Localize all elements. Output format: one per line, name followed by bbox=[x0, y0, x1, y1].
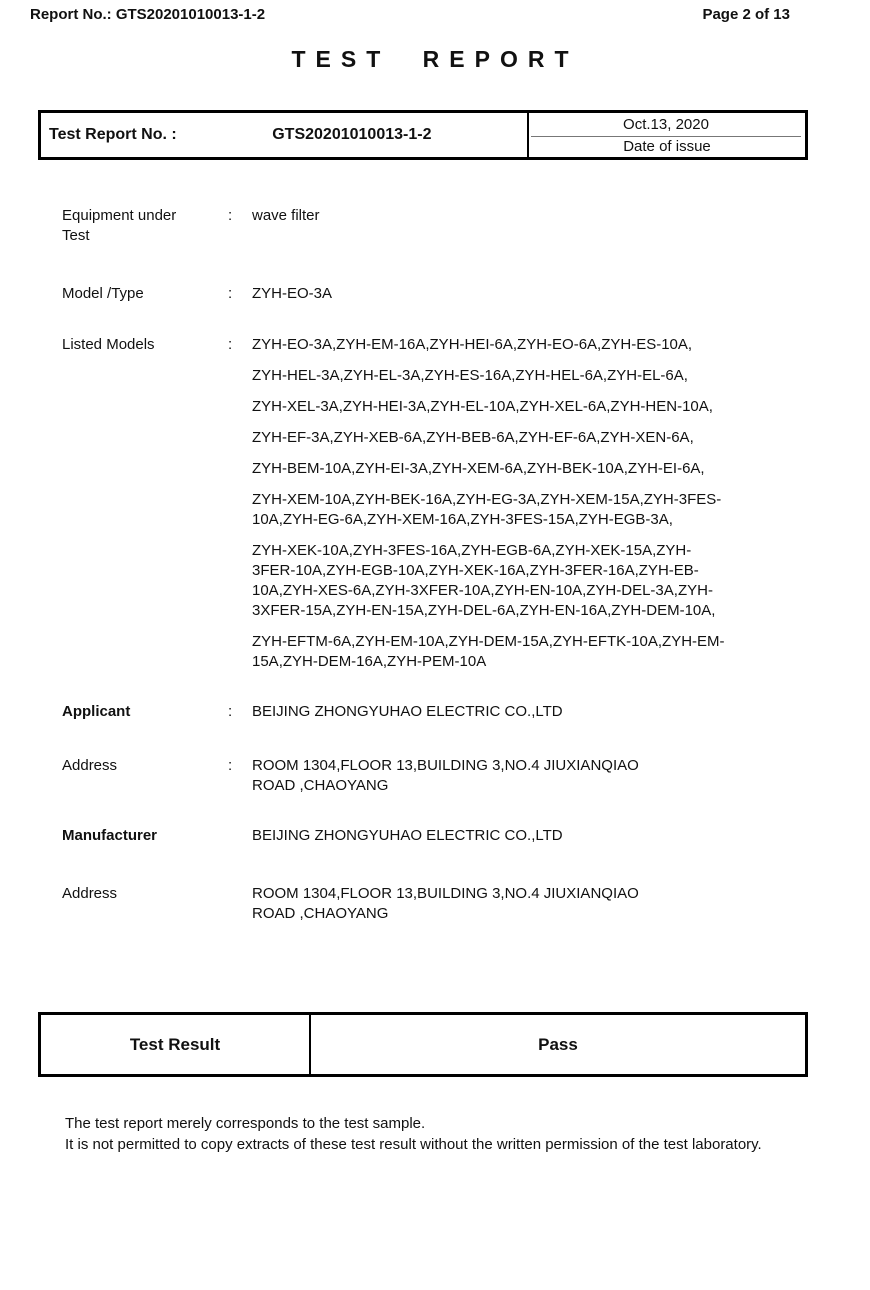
applicant-value: BEIJING ZHONGYUHAO ELECTRIC CO.,LTD bbox=[252, 703, 563, 720]
applicant-address-value: ROOM 1304,FLOOR 13,BUILDING 3,NO.4 JIUXIANQIAO ROAD ,CHAOYANG bbox=[252, 757, 639, 794]
equipment-value: wave filter bbox=[252, 207, 320, 224]
disclaimer-line1: The test report merely corresponds to the test sample. bbox=[65, 1115, 426, 1132]
field-equipment-under-test: Equipment under Test : wave filter bbox=[62, 206, 830, 246]
field-applicant: Applicant : BEIJING ZHONGYUHAO ELECTRIC CO.,LTD bbox=[62, 702, 830, 722]
manufacturer-address-label: Address bbox=[62, 885, 118, 902]
model-line: 10A,ZYH-XES-6A,ZYH-3XFER-10A,ZYH-EN-10A,ZYH-DEL-3A,ZYH- bbox=[252, 582, 713, 599]
field-model-type: Model /Type : ZYH-EO-3A bbox=[62, 284, 830, 304]
listed-models-value bbox=[252, 335, 830, 672]
model-line: ZYH-EFTM-6A,ZYH-EM-10A,ZYH-DEM-15A,ZYH-EFTK-10A,ZYH-EM- bbox=[252, 633, 725, 650]
applicant-label: Applicant bbox=[62, 703, 131, 720]
footer-disclaimer bbox=[65, 1113, 830, 1155]
model-line: ZYH-XEL-3A,ZYH-HEI-3A,ZYH-EL-10A,ZYH-XEL-6A,ZYH-HEN-10A, bbox=[252, 398, 713, 415]
manufacturer-value: BEIJING ZHONGYUHAO ELECTRIC CO.,LTD bbox=[252, 827, 563, 844]
model-line: 15A,ZYH-DEM-16A,ZYH-PEM-10A bbox=[252, 653, 487, 670]
test-result-table bbox=[38, 1012, 808, 1077]
model-line: ZYH-EF-3A,ZYH-XEB-6A,ZYH-BEB-6A,ZYH-EF-6A,ZYH-XEN-6A, bbox=[252, 429, 694, 446]
listed-models-label: Listed Models bbox=[62, 336, 155, 353]
field-manufacturer bbox=[62, 826, 830, 846]
model-value: ZYH-EO-3A bbox=[252, 285, 333, 302]
model-line: 3FER-10A,ZYH-EGB-10A,ZYH-XEK-16A,ZYH-3FER-16A,ZYH-EB- bbox=[252, 562, 699, 579]
header-page-info: Page 2 of 13 bbox=[702, 6, 790, 23]
model-label: Model /Type bbox=[62, 285, 144, 302]
applicant-address-label: Address bbox=[62, 757, 118, 774]
equipment-label: Equipment under Test bbox=[62, 207, 177, 244]
test-result-value: Pass bbox=[538, 1034, 578, 1054]
page-header bbox=[0, 0, 870, 24]
manufacturer-address-value: ROOM 1304,FLOOR 13,BUILDING 3,NO.4 JIUXIANQIAO ROAD ,CHAOYANG bbox=[252, 885, 639, 922]
model-line: ZYH-BEM-10A,ZYH-EI-3A,ZYH-XEM-6A,ZYH-BEK-10A,ZYH-EI-6A, bbox=[252, 460, 705, 477]
model-line: ZYH-XEM-10A,ZYH-BEK-16A,ZYH-EG-3A,ZYH-XEM-15A,ZYH-3FES- bbox=[252, 491, 722, 508]
issue-date: Oct.13, 2020 bbox=[531, 113, 801, 137]
field-manufacturer-address bbox=[62, 884, 830, 924]
model-line: ZYH-HEL-3A,ZYH-EL-3A,ZYH-ES-16A,ZYH-HEL-6A,ZYH-EL-6A, bbox=[252, 367, 688, 384]
header-report-no: Report No.: GTS20201010013-1-2 bbox=[30, 6, 266, 23]
report-number-cell bbox=[41, 113, 527, 157]
report-fields bbox=[62, 206, 830, 924]
model-line: 3XFER-15A,ZYH-EN-15A,ZYH-DEL-6A,ZYH-EN-16A,ZYH-DEM-10A, bbox=[252, 602, 716, 619]
report-number-value: GTS20201010013-1-2 bbox=[272, 126, 432, 143]
field-applicant-address: Address : ROOM 1304,FLOOR 13,BUILDING 3,NO.4 JIUXIANQIAO ROAD ,CHAOYANG bbox=[62, 756, 830, 796]
disclaimer-line2: It is not permitted to copy extracts of these test result without the written permission of the test laboratory. bbox=[65, 1136, 762, 1153]
model-line: 10A,ZYH-EG-6A,ZYH-XEM-16A,ZYH-3FES-15A,ZYH-EGB-3A, bbox=[252, 511, 673, 528]
test-result-label: Test Result bbox=[41, 1015, 311, 1074]
field-listed-models: Listed Models : ZYH-EO-3A,ZYH-EM-16A,ZYH-HEI-6A,ZYH-EO-6A,ZYH-ES-10A, ZYH-HEL-3A,ZYH-EL-3A,ZYH-ES-16A,ZYH-HEL-6A,ZYH-EL-6A, ZYH-XEL-3A,ZYH-HEI-3A,ZYH-EL-10A,ZYH-XEL-6A,ZYH-HEN-10A, ZYH-EF-3A,ZYH-XEB-6A,ZYH-BEB-6A,ZYH-EF-6A,ZYH-XEN-6A, ZYH-BEM-10A,ZYH-EI-3A,ZYH-XEM-6A,ZYH-BEK-10A,ZYH-EI-6A, ZYH-XEM-10A,ZYH-BEK-16A,ZYH-EG-3A,ZYH-XEM-15A,ZYH-3FES- 10A,ZYH-EG-6A,ZYH-XEM-16A,ZYH-3FES-15A,ZYH-EGB-3A, ZYH-XEK-10A,ZYH-3FES-16A,ZYH-EGB-6A,ZYH-XEK-15A,ZYH- 3FER-10A,ZYH-EGB-10A,ZYH-XEK-16A,ZYH-3FER-16A,ZYH-EB- 10A,ZYH-XES-6A,ZYH-3XFER-10A,ZYH-EN-10A,ZYH-DEL-3A,ZYH- 3XFER-15A,ZYH-EN-15A,ZYH-DEL-6A,ZYH-EN-16A,ZYH-DEM-10A, ZYH-EFTM-6A,ZYH-EM-10A,ZYH-DEM-15A,ZYH-EFTK-10A,ZYH-EM- 15A,ZYH-DEM-16A,ZYH-PEM-10A bbox=[62, 335, 830, 672]
report-number-label: Test Report No. : bbox=[49, 126, 177, 143]
document-title: TEST REPORT bbox=[291, 46, 579, 72]
date-of-issue-cell bbox=[527, 113, 805, 157]
model-line: ZYH-EO-3A,ZYH-EM-16A,ZYH-HEI-6A,ZYH-EO-6A,ZYH-ES-10A, bbox=[252, 336, 693, 353]
issue-date-label: Date of issue bbox=[623, 138, 711, 156]
report-number-table bbox=[38, 110, 808, 160]
model-line: ZYH-XEK-10A,ZYH-3FES-16A,ZYH-EGB-6A,ZYH-XEK-15A,ZYH- bbox=[252, 542, 692, 559]
manufacturer-label: Manufacturer bbox=[62, 827, 158, 844]
